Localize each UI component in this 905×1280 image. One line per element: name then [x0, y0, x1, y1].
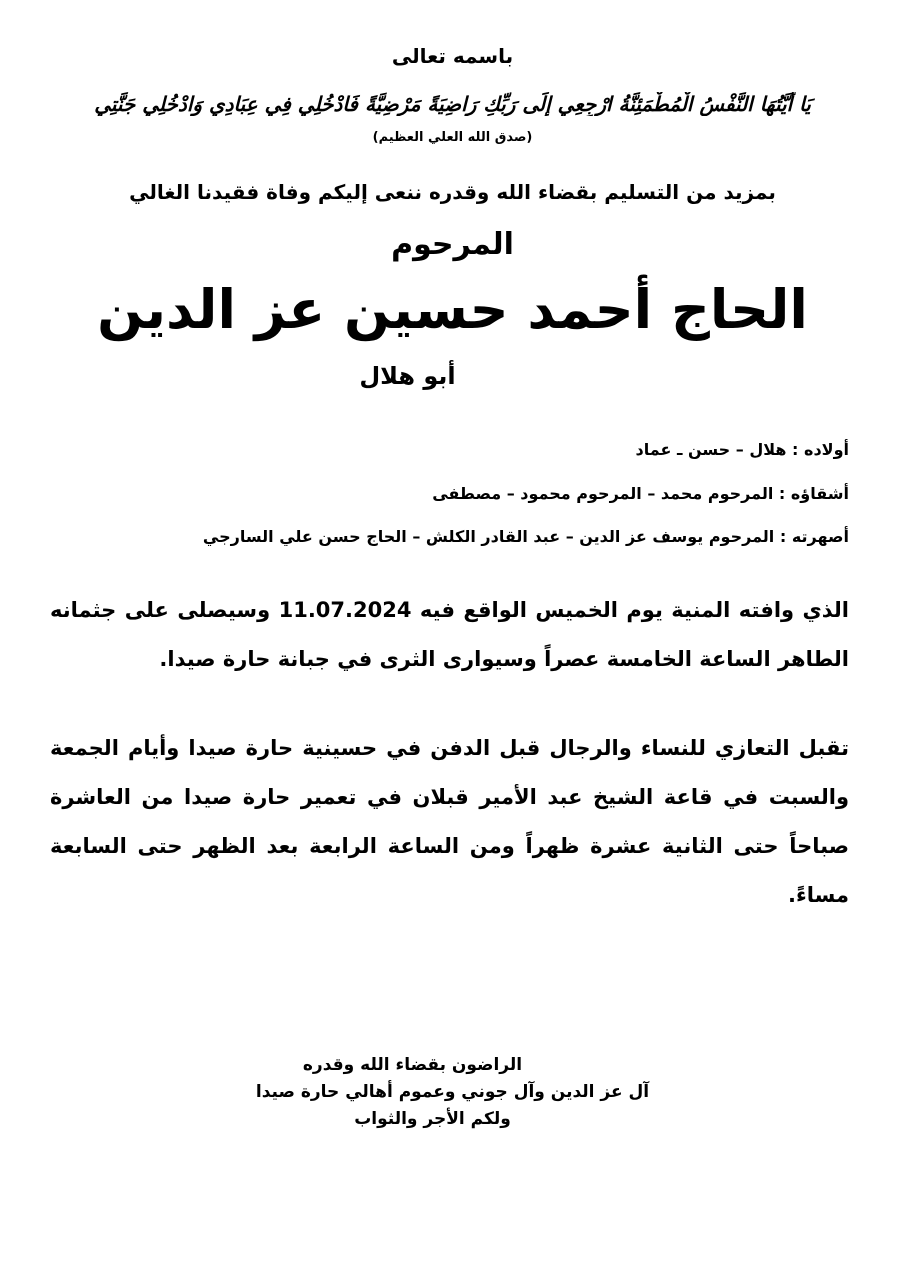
signoff-block — [0, 1052, 905, 1133]
family-in-laws: أصهرته : المرحوم يوسف عز الدين – عبد القادر الكلش – الحاج حسن علي السارجي — [202, 527, 849, 546]
signoff-line-1: الراضون بقضاء الله وقدره — [302, 1055, 523, 1075]
signoff-line-2: آل عز الدين وآل جوني وعموم أهالي حارة صيدا — [255, 1082, 650, 1102]
basmala-heading: باسمه تعالى — [391, 44, 514, 68]
verse-attribution: (صدق الله العلي العظيم) — [372, 130, 533, 145]
condolence-details: تقبل التعازي للنساء والرجال قبل الدفن في حسينية حارة صيدا وأيام الجمعة والسبت في قاعة الشيخ عبد الأمير قبلان في تعمير حارة صيدا من العاشرة صباحاً حتى الثانية عشرة ظهراً ومن الساعة الرابعة بعد الظهر حتى السابعة مساءً. — [50, 736, 849, 907]
family-children: أولاده : هلال – حسن ـ عماد — [635, 440, 849, 459]
funeral-details: الذي وافته المنية يوم الخميس الواقع فيه 11.07.2024 وسيصلى على جثمانه الطاهر الساعة الخامسة عصراً وسيوارى الثرى في جبانة حارة صيدا. — [50, 598, 849, 671]
signoff-line-3: ولكم الأجر والثواب — [354, 1109, 511, 1129]
announcement-intro: بمزيد من التسليم بقضاء الله وقدره ننعى إليكم وفاة فقيدنا الغالي — [129, 180, 776, 204]
deceased-title: المرحوم — [391, 227, 514, 262]
quran-verse: يَا أَيَّتُهَا النَّفْسُ الْمُطْمَئِنَّةُ ارْجِعِي إِلَى رَبِّكِ رَاضِيَةً مَرْضِيَّةً فَادْخُلِي فِي عِبَادِي وَادْخُلِي جَنَّتِي — [94, 92, 811, 116]
deceased-kunya: أبو هلال — [359, 362, 456, 390]
deceased-name: الحاج أحمد حسين عز الدين — [97, 278, 808, 341]
family-siblings: أشقاؤه : المرحوم محمد – المرحوم محمود – مصطفى — [432, 484, 849, 503]
